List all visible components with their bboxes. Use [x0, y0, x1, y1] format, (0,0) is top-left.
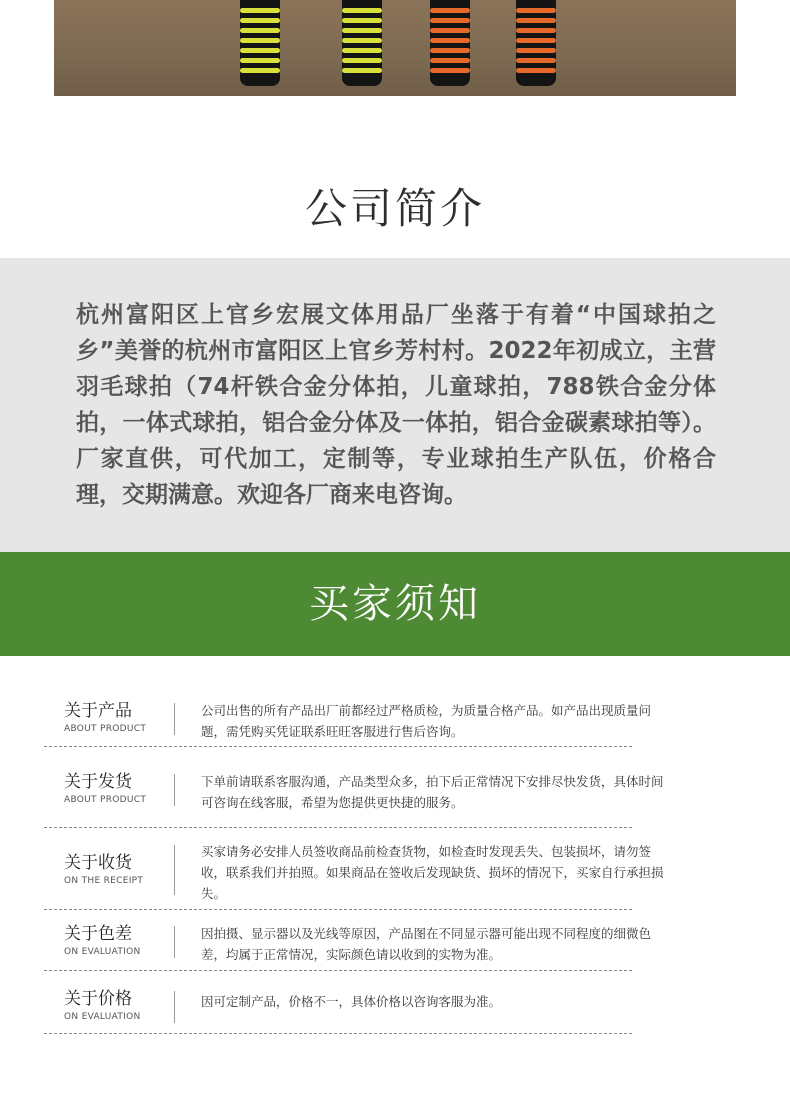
- grip-stripe: [430, 68, 470, 73]
- notice-label: [64, 852, 174, 886]
- grip-stripe: [240, 68, 280, 73]
- grip-stripe: [516, 8, 556, 13]
- grip-stripe: [430, 18, 470, 23]
- notice-text: 买家请务必安排人员签收商品前检查货物，如检查时发现丢失、包装损坏，请勿签收，联系我们并拍照。如果商品在签收后发现缺货、损坏的情况下，买家自行承担损失。: [201, 844, 664, 901]
- grip-stripe: [516, 38, 556, 43]
- notice-text: 因可定制产品，价格不一，具体价格以咨询客服为准。: [201, 994, 502, 1009]
- grip-stripe: [240, 28, 280, 33]
- dashed-divider: [44, 970, 632, 971]
- grip-stripe: [430, 8, 470, 13]
- notice-label-en: ON EVALUATION: [64, 1012, 141, 1022]
- grip-stripe: [342, 28, 382, 33]
- grip-orange-2: [516, 0, 556, 86]
- grip-stripe: [430, 38, 470, 43]
- dashed-divider: [44, 827, 632, 828]
- grip-stripe: [240, 18, 280, 23]
- buyer-notice-title: 买家须知: [309, 581, 481, 627]
- grip-stripe: [430, 58, 470, 63]
- notice-label: [64, 700, 174, 734]
- dashed-divider: [44, 746, 632, 747]
- grip-stripe: [342, 38, 382, 43]
- grip-stripe: [516, 48, 556, 53]
- notice-label-cn: 关于价格: [64, 989, 132, 1009]
- grip-stripe: [516, 68, 556, 73]
- notice-label: [64, 771, 174, 805]
- grip-stripe: [240, 58, 280, 63]
- notice-text: 因拍摄、显示器以及光线等原因，产品图在不同显示器可能出现不同程度的细微色差，均属于正常情况，实际颜色请以收到的实物为准。: [201, 926, 652, 962]
- grip-stripe: [342, 48, 382, 53]
- buyer-notice-banner: [0, 552, 790, 656]
- grip-yellow-2: [342, 0, 382, 86]
- notice-label-en: ABOUT PRODUCT: [64, 724, 147, 734]
- grip-stripe: [516, 58, 556, 63]
- grip-stripe: [342, 18, 382, 23]
- grip-yellow-1: [240, 0, 280, 86]
- notice-label: [64, 923, 174, 957]
- notice-label-cn: 关于收货: [64, 853, 132, 873]
- grip-stripe: [240, 48, 280, 53]
- grip-stripe: [342, 68, 382, 73]
- divider-line: [174, 991, 175, 1023]
- notice-text: 公司出售的所有产品出厂前都经过严格质检，为质量合格产品。如产品出现质量问题，需凭购买凭证联系旺旺客服进行售后咨询。: [201, 703, 652, 739]
- grip-stripe: [240, 38, 280, 43]
- divider-line: [174, 774, 175, 806]
- grip-orange-1: [430, 0, 470, 86]
- dashed-divider: [44, 909, 632, 910]
- grip-stripe: [240, 8, 280, 13]
- grip-stripe: [430, 28, 470, 33]
- dashed-divider: [44, 1033, 632, 1034]
- notice-label-en: ON EVALUATION: [64, 947, 141, 957]
- notice-label-cn: 关于色差: [64, 924, 132, 944]
- racket-grips-photo: [54, 0, 736, 96]
- notice-text: 下单前请联系客服沟通，产品类型众多，拍下后正常情况下安排尽快发货，具体时间可咨询在线客服，希望为您提供更快捷的服务。: [201, 774, 664, 810]
- divider-line: [174, 703, 175, 735]
- notice-label-cn: 关于发货: [64, 772, 132, 792]
- company-intro-text: 杭州富阳区上官乡宏展文体用品厂坐落于有着“中国球拍之乡”美誉的杭州市富阳区上官乡芳村村。2022年初成立，主营羽毛球拍（74杆铁合金分体拍，儿童球拍，788铁合金分体拍，一体式球拍，铝合金分体及一体拍，铝合金碳素球拍等）。厂家直供，可代加工，定制等，专业球拍生产队伍，价格合理，交期满意。欢迎各厂商来电咨询。: [76, 302, 716, 508]
- grip-stripe: [430, 48, 470, 53]
- grip-stripe: [516, 18, 556, 23]
- notice-label-en: ABOUT PRODUCT: [64, 795, 147, 805]
- divider-line: [174, 845, 175, 895]
- company-title: 公司简介: [304, 184, 485, 233]
- notice-label-en: ON THE RECEIPT: [64, 876, 144, 886]
- notice-label: [64, 988, 174, 1022]
- grip-stripe: [342, 8, 382, 13]
- grip-stripe: [516, 28, 556, 33]
- divider-line: [174, 926, 175, 958]
- grip-stripe: [342, 58, 382, 63]
- company-intro-panel: [0, 258, 790, 552]
- notice-label-cn: 关于产品: [64, 701, 132, 721]
